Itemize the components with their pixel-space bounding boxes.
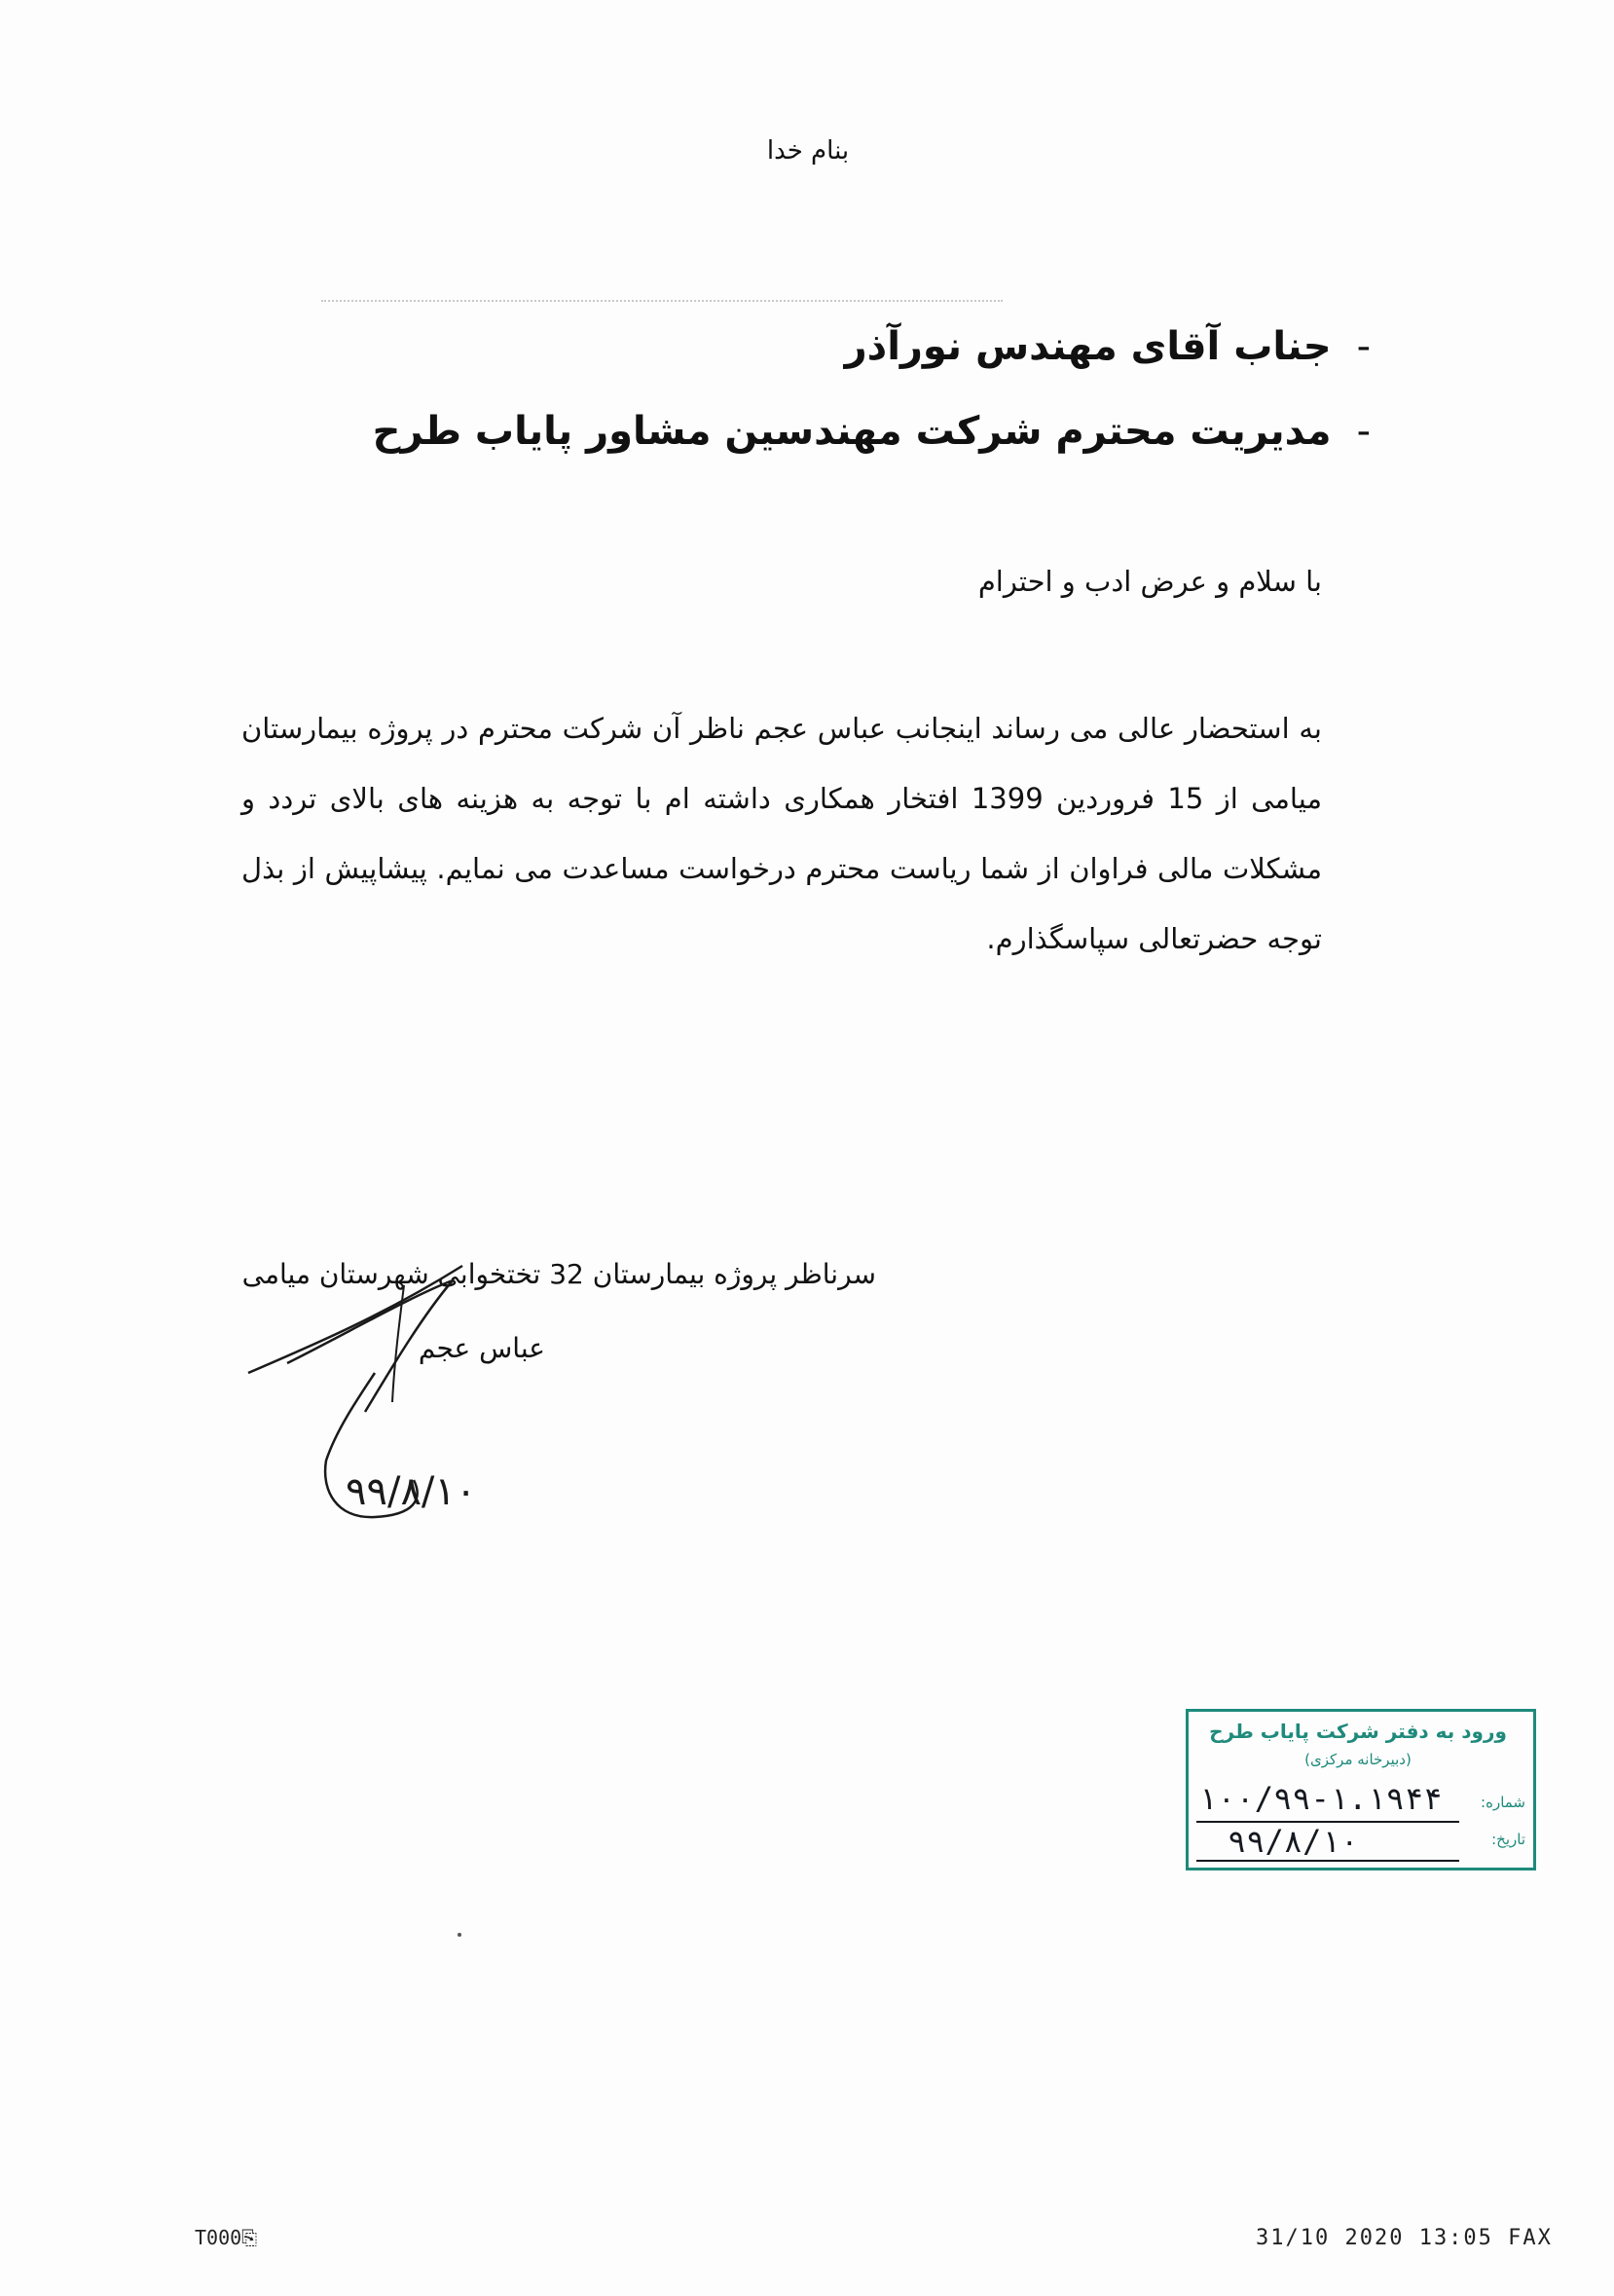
stamp-date-label: تاریخ: — [1491, 1831, 1525, 1848]
stamp-title: ورود به دفتر شرکت پایاب طرح — [1209, 1720, 1507, 1743]
addressee-line-2 — [372, 409, 1371, 454]
handwritten-date: ۹۹/۸/۱۰ — [346, 1469, 477, 1514]
received-stamp — [1186, 1709, 1536, 1870]
handwritten-signature — [229, 1227, 618, 1529]
addressee-dash: - — [1356, 409, 1371, 454]
addressee-text: مدیریت محترم شرکت مهندسین مشاور پایاب طرح — [372, 409, 1332, 454]
scan-speck — [458, 1933, 461, 1937]
letter-body: به استحضار عالی می رساند اینجانب عباس عجم ناظر آن شرکت محترم در پروژه بیمارستان میامی از 15 فروردین 1399 افتخار همکاری داشته ام با توجه به هزینه های بالای تردد و مشکلات مالی فراوان از شما ریاست محترم درخواست مساعدت می نمایم. پیشاپیش از بذل توجه حضرتعالی سپاسگذارم. — [241, 712, 1323, 955]
greeting: با سلام و عرض ادب و احترام — [977, 565, 1322, 598]
signer-name: عباس عجم — [418, 1332, 545, 1364]
stamp-underline — [1196, 1860, 1459, 1862]
addressee-text: جناب آقای مهندس نورآذر — [844, 324, 1332, 369]
basmala-heading: بنام خدا — [766, 136, 850, 166]
stamp-number-value: ۱۰۰/۹۹-۱.۱۹۴۴ — [1198, 1780, 1443, 1817]
stamp-date-value: ۹۹/۸/۱۰ — [1228, 1823, 1359, 1860]
page-code: T000⎘ — [195, 2226, 258, 2249]
addressee-dash: - — [1356, 324, 1371, 369]
stamp-subtitle: (دبیرخانه مرکزی) — [1304, 1751, 1412, 1768]
fax-header-line: 31/10 2020 13:05 FAX — [1256, 2226, 1553, 2250]
signer-title: سرناظر پروژه بیمارستان 32 تختخوابی شهرستان میامی — [241, 1258, 876, 1290]
stamp-underline — [1196, 1821, 1459, 1823]
stamp-number-label: شماره: — [1481, 1794, 1525, 1811]
addressee-line-1 — [397, 324, 1371, 369]
scan-noise-line — [321, 300, 1003, 306]
